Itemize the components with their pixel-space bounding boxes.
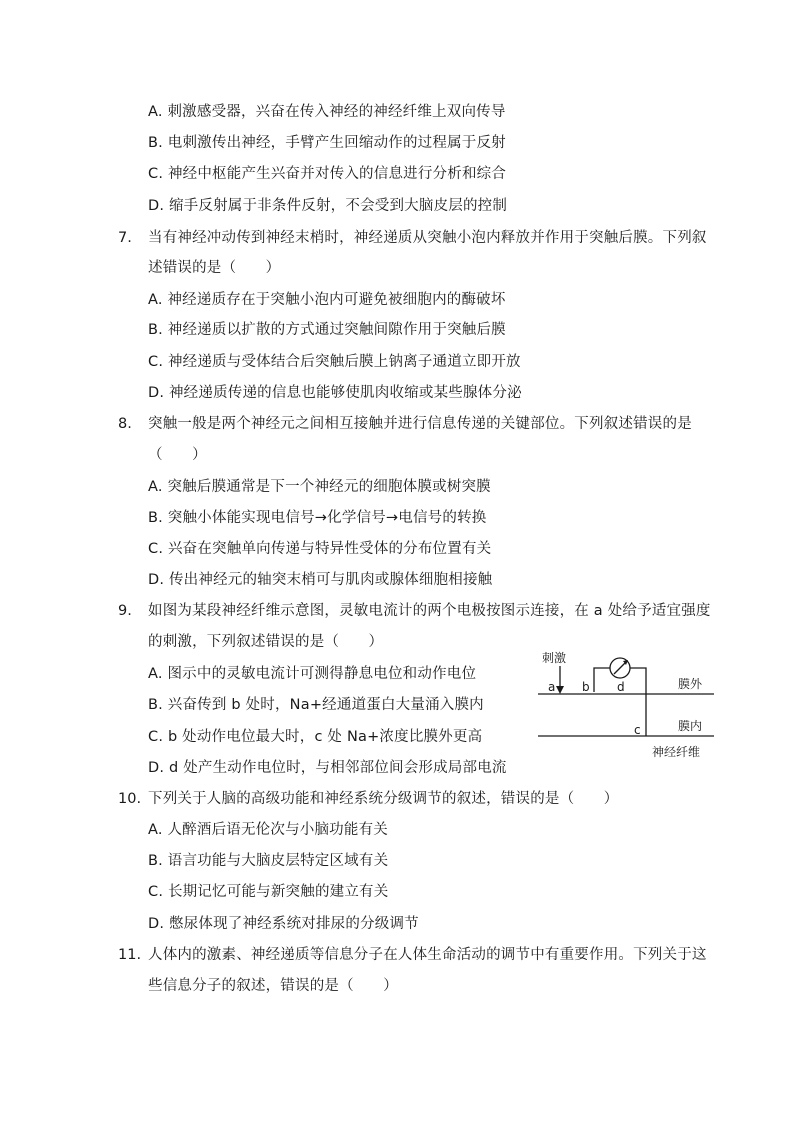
q6-option-a: A. 刺激感受器，兴奋在传入神经的神经纤维上双向传导 [148, 104, 506, 120]
q9-option-a: A. 图示中的灵敏电流计可测得静息电位和动作电位 [148, 666, 477, 682]
q9-option-b: B. 兴奋传到 b 处时，Na+经通道蛋白大量涌入膜内 [148, 697, 484, 713]
q6-option-b: B. 电刺激传出神经，手臂产生回缩动作的过程属于反射 [148, 135, 506, 151]
q8-number: 8. [118, 416, 132, 432]
outside-membrane-label: 膜外 [678, 677, 703, 691]
point-a-label: a [548, 680, 556, 694]
q9-option-c: C. b 处动作电位最大时，c 处 Na+浓度比膜外更高 [148, 729, 483, 745]
stimulus-arrow-head [556, 686, 564, 694]
q8-option-b: B. 突触小体能实现电信号→化学信号→电信号的转换 [148, 510, 487, 526]
point-b-label: b [582, 680, 590, 694]
left-electrode-wire [594, 668, 610, 692]
q11-stem-line2: 些信息分子的叙述，错误的是（ ） [148, 978, 398, 994]
nerve-fiber-diagram [530, 648, 720, 763]
q10-number: 10. [118, 791, 142, 807]
q10-stem-line1: 下列关于人脑的高级功能和神经系统分级调节的叙述，错误的是（ ） [148, 791, 619, 807]
q10-option-a: A. 人醉酒后语无伦次与小脑功能有关 [148, 822, 388, 838]
q11-stem-line1: 人体内的激素、神经递质等信息分子在人体生命活动的调节中有重要作用。下列关于这 [148, 947, 707, 963]
point-d-label: d [617, 680, 625, 694]
q10-option-c: C. 长期记忆可能与新突触的建立有关 [148, 884, 389, 900]
q7-number: 7. [118, 230, 132, 246]
q9-stem-line2: 的刺激，下列叙述错误的是（ ） [148, 634, 384, 650]
point-c-label: c [634, 723, 641, 737]
q8-option-d: D. 传出神经元的轴突末梢可与肌肉或腺体细胞相接触 [148, 572, 493, 588]
q8-option-a: A. 突触后膜通常是下一个神经元的细胞体膜或树突膜 [148, 479, 491, 495]
q8-stem-line2: （ ） [148, 447, 207, 463]
q7-option-d: D. 神经递质传递的信息也能够使肌肉收缩或某些腺体分泌 [148, 385, 522, 401]
q9-stem-line1: 如图为某段神经纤维示意图，灵敏电流计的两个电极按图示连接，在 a 处给予适宜强度 [148, 603, 711, 619]
q7-option-b: B. 神经递质以扩散的方式通过突触间隙作用于突触后膜 [148, 322, 506, 338]
stimulus-label: 刺激 [542, 651, 567, 665]
q7-stem-line1: 当有神经冲动传到神经末梢时，神经递质从突触小泡内释放并作用于突触后膜。下列叙 [148, 230, 707, 246]
q8-stem-line1: 突触一般是两个神经元之间相互接触并进行信息传递的关键部位。下列叙述错误的是 [148, 416, 692, 432]
q7-option-c: C. 神经递质与受体结合后突触后膜上钠离子通道立即开放 [148, 354, 521, 370]
q11-number: 11. [118, 947, 142, 963]
q6-option-c: C. 神经中枢能产生兴奋并对传入的信息进行分析和综合 [148, 166, 507, 182]
q8-option-c: C. 兴奋在突触单向传递与特异性受体的分布位置有关 [148, 541, 492, 557]
q6-option-d: D. 缩手反射属于非条件反射，不会受到大脑皮层的控制 [148, 198, 508, 214]
q7-option-a: A. 神经递质存在于突触小泡内可避免被细胞内的酶破坏 [148, 292, 506, 308]
inside-membrane-label: 膜内 [678, 719, 703, 733]
q10-option-d: D. 憋尿体现了神经系统对排尿的分级调节 [148, 916, 419, 932]
q9-number: 9. [118, 603, 132, 619]
figure-caption: 神经纤维 [652, 745, 701, 759]
q7-stem-line2: 述错误的是（ ） [148, 260, 281, 276]
q10-option-b: B. 语言功能与大脑皮层特定区域有关 [148, 853, 389, 869]
galvanometer-needle [614, 662, 626, 674]
q9-option-d: D. d 处产生动作电位时，与相邻部位间会形成局部电流 [148, 760, 507, 776]
